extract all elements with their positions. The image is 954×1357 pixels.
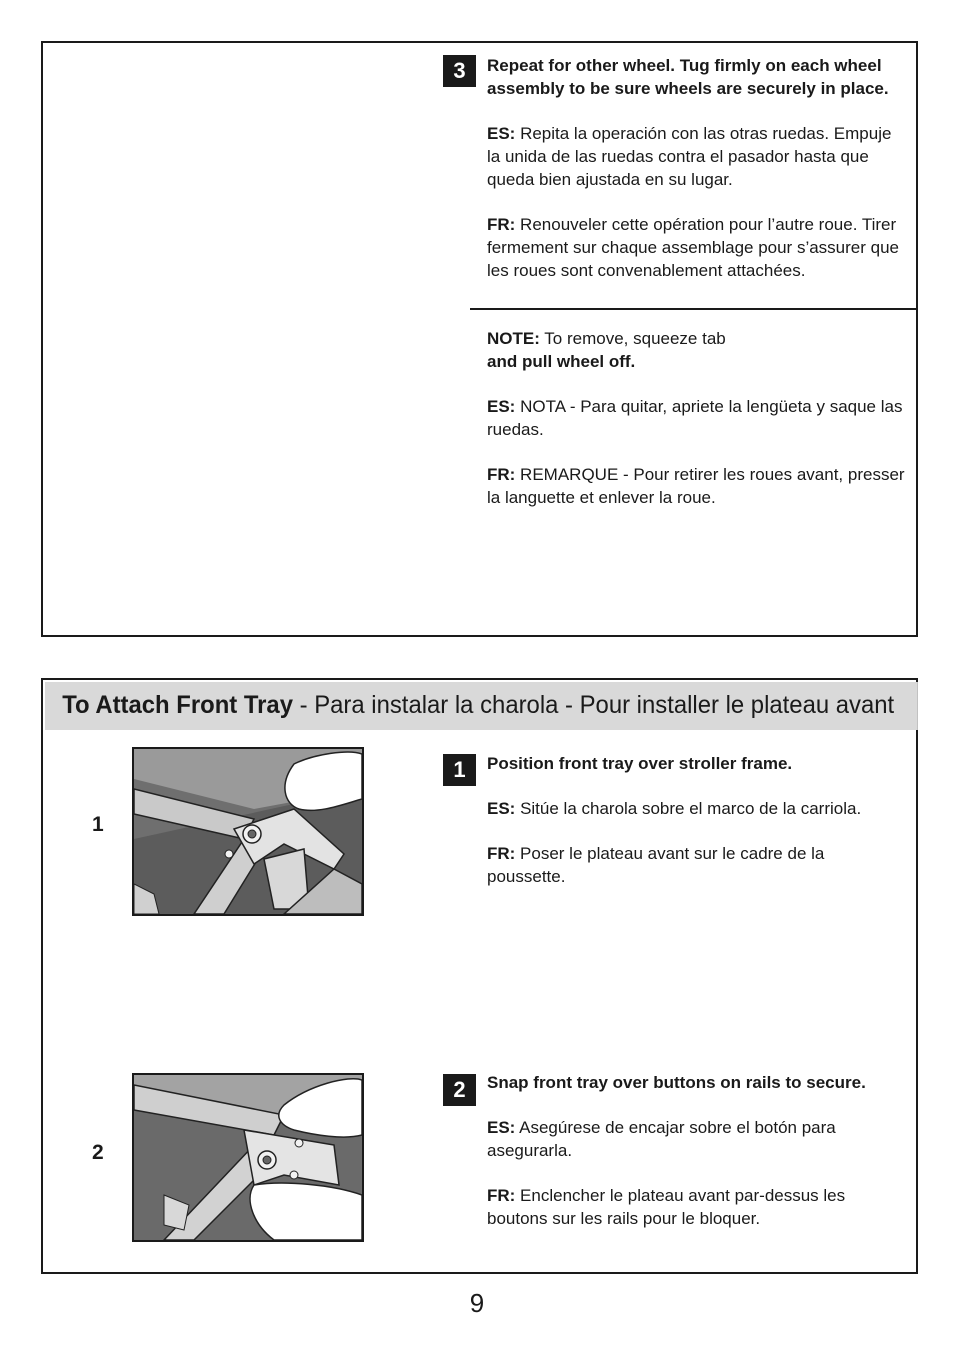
step-2-text bbox=[487, 1071, 912, 1252]
step-3-badge: 3 bbox=[443, 55, 476, 87]
step-2-es-2: asegurarla. bbox=[487, 1141, 573, 1160]
note-es-1: NOTA - Para quitar, apriete la lengüeta y saque las bbox=[515, 397, 903, 416]
step-2-es-1: Asegúrese de encajar sobre el botón para bbox=[515, 1118, 836, 1137]
fr-label: FR: bbox=[487, 1186, 516, 1205]
note-text bbox=[487, 327, 912, 531]
es-label: ES: bbox=[487, 397, 516, 416]
es-label: ES: bbox=[487, 1118, 516, 1137]
note-fr-2: la languette et enlever la roue. bbox=[487, 488, 716, 507]
section-title bbox=[45, 682, 918, 730]
figure-1-label: 1 bbox=[92, 813, 104, 836]
step-3-en-line2: assembly to be sure wheels are securely in place. bbox=[487, 79, 889, 98]
note-fr-1: REMARQUE - Pour retirer les roues avant, presser bbox=[515, 465, 905, 484]
section-title-rest: - Para instalar la charola - Pour installer le plateau avant bbox=[293, 691, 895, 719]
step-3-en-line1: Repeat for other wheel. Tug firmly on each wheel bbox=[487, 56, 882, 75]
step-1-text bbox=[487, 752, 912, 910]
step-1-fr-1: Poser le plateau avant sur le cadre de la bbox=[515, 844, 825, 863]
step-2-fr-1: Enclencher le plateau avant par-dessus les bbox=[515, 1186, 846, 1205]
step-3-text bbox=[487, 54, 912, 304]
section-divider bbox=[470, 308, 918, 310]
step-1-badge: 1 bbox=[443, 754, 476, 786]
step-3-es-3: queda bien ajustada en su lugar. bbox=[487, 170, 733, 189]
figure-2-label: 2 bbox=[92, 1141, 104, 1164]
step-3-fr-2: fermement sur chaque assemblage pour s’assurer que bbox=[487, 238, 899, 257]
step-3-fr-3: les roues sont convenablement attachées. bbox=[487, 261, 806, 280]
page-number: 9 bbox=[469, 1288, 485, 1318]
figure-1-illustration bbox=[132, 747, 364, 916]
note-es-2: ruedas. bbox=[487, 420, 544, 439]
fr-label: FR: bbox=[487, 844, 516, 863]
note-label: NOTE: bbox=[487, 329, 540, 348]
note-line2: and pull wheel off. bbox=[487, 352, 636, 371]
step-3-es-2: la unida de las ruedas contra el pasador hasta que bbox=[487, 147, 869, 166]
stroller-frame-illustration bbox=[134, 749, 362, 914]
step-2-en: Snap front tray over buttons on rails to secure. bbox=[487, 1073, 866, 1092]
es-label: ES: bbox=[487, 799, 516, 818]
tray-snap-illustration bbox=[134, 1075, 362, 1240]
step-1-fr-2: poussette. bbox=[487, 867, 566, 886]
step-1-en: Position front tray over stroller frame. bbox=[487, 754, 793, 773]
section-title-bold: To Attach Front Tray bbox=[62, 691, 294, 719]
figure-2-illustration bbox=[132, 1073, 364, 1242]
es-label: ES: bbox=[487, 124, 516, 143]
step-2-fr-2: boutons sur les rails pour le bloquer. bbox=[487, 1209, 761, 1228]
step-1-es: Sitúe la charola sobre el marco de la carriola. bbox=[515, 799, 862, 818]
step-3-es-1: Repita la operación con las otras ruedas. Empuje bbox=[515, 124, 892, 143]
step-3-fr-1: Renouveler cette opération pour l’autre roue. Tirer bbox=[515, 215, 897, 234]
fr-label: FR: bbox=[487, 465, 516, 484]
fr-label: FR: bbox=[487, 215, 516, 234]
step-2-badge: 2 bbox=[443, 1074, 476, 1106]
note-line1: To remove, squeeze tab bbox=[539, 329, 726, 348]
